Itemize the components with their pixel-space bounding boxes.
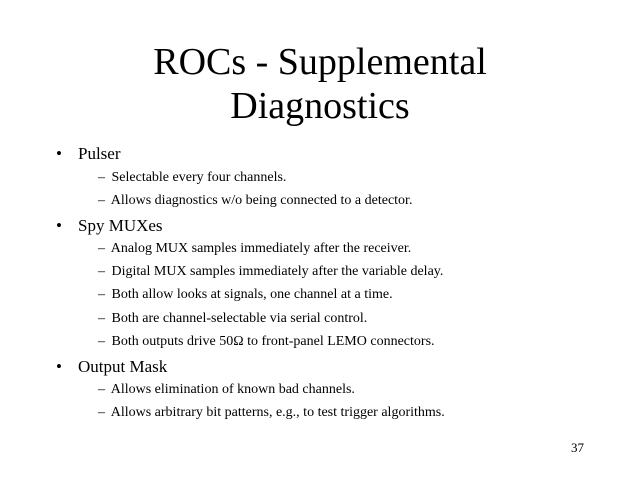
dash-icon: –	[98, 241, 105, 256]
slide-title-line-2: Diagnostics	[230, 85, 410, 127]
sub-item	[98, 333, 435, 351]
dash-icon: –	[98, 334, 105, 349]
sub-item	[98, 310, 367, 328]
dash-icon: –	[98, 382, 105, 397]
sub-item	[98, 381, 355, 399]
bullet-label: Spy MUXes	[78, 216, 163, 235]
dash-icon: –	[98, 264, 105, 279]
sub-item-text: Both are channel-selectable via serial control.	[111, 311, 368, 326]
sub-item-text: Allows elimination of known bad channels.	[110, 382, 355, 397]
sub-item	[98, 263, 443, 281]
bullet-dot-icon: •	[56, 357, 62, 376]
bullet-dot-icon: •	[56, 216, 62, 235]
sub-item-text: Both allow looks at signals, one channel at a time.	[111, 287, 393, 302]
sub-item-text: Both outputs drive 50Ω to front-panel LEMO connectors.	[111, 334, 435, 349]
bullet-output-mask	[56, 357, 167, 377]
dash-icon: –	[98, 405, 105, 420]
bullet-label: Output Mask	[78, 357, 168, 376]
sub-item	[98, 169, 286, 187]
sub-item	[98, 404, 445, 422]
dash-icon: –	[98, 193, 105, 208]
sub-item-text: Analog MUX samples immediately after the receiver.	[110, 241, 412, 256]
page-number: 37	[571, 440, 584, 455]
slide-title-line-1: ROCs - Supplemental	[153, 41, 487, 83]
sub-item	[98, 192, 412, 210]
sub-item	[98, 240, 411, 258]
sub-item-text: Allows diagnostics w/o being connected to a detector.	[110, 193, 413, 208]
sub-item-text: Selectable every four channels.	[111, 170, 287, 185]
sub-item-text: Digital MUX samples immediately after the variable delay.	[111, 264, 444, 279]
dash-icon: –	[98, 311, 105, 326]
sub-item-text: Allows arbitrary bit patterns, e.g., to test trigger algorithms.	[110, 405, 445, 420]
dash-icon: –	[98, 170, 105, 185]
bullet-label: Pulser	[78, 144, 121, 163]
bullet-pulser	[56, 144, 121, 164]
sub-item	[98, 286, 393, 304]
bullet-dot-icon: •	[56, 144, 62, 163]
dash-icon: –	[98, 287, 105, 302]
bullet-spy-muxes	[56, 216, 163, 236]
